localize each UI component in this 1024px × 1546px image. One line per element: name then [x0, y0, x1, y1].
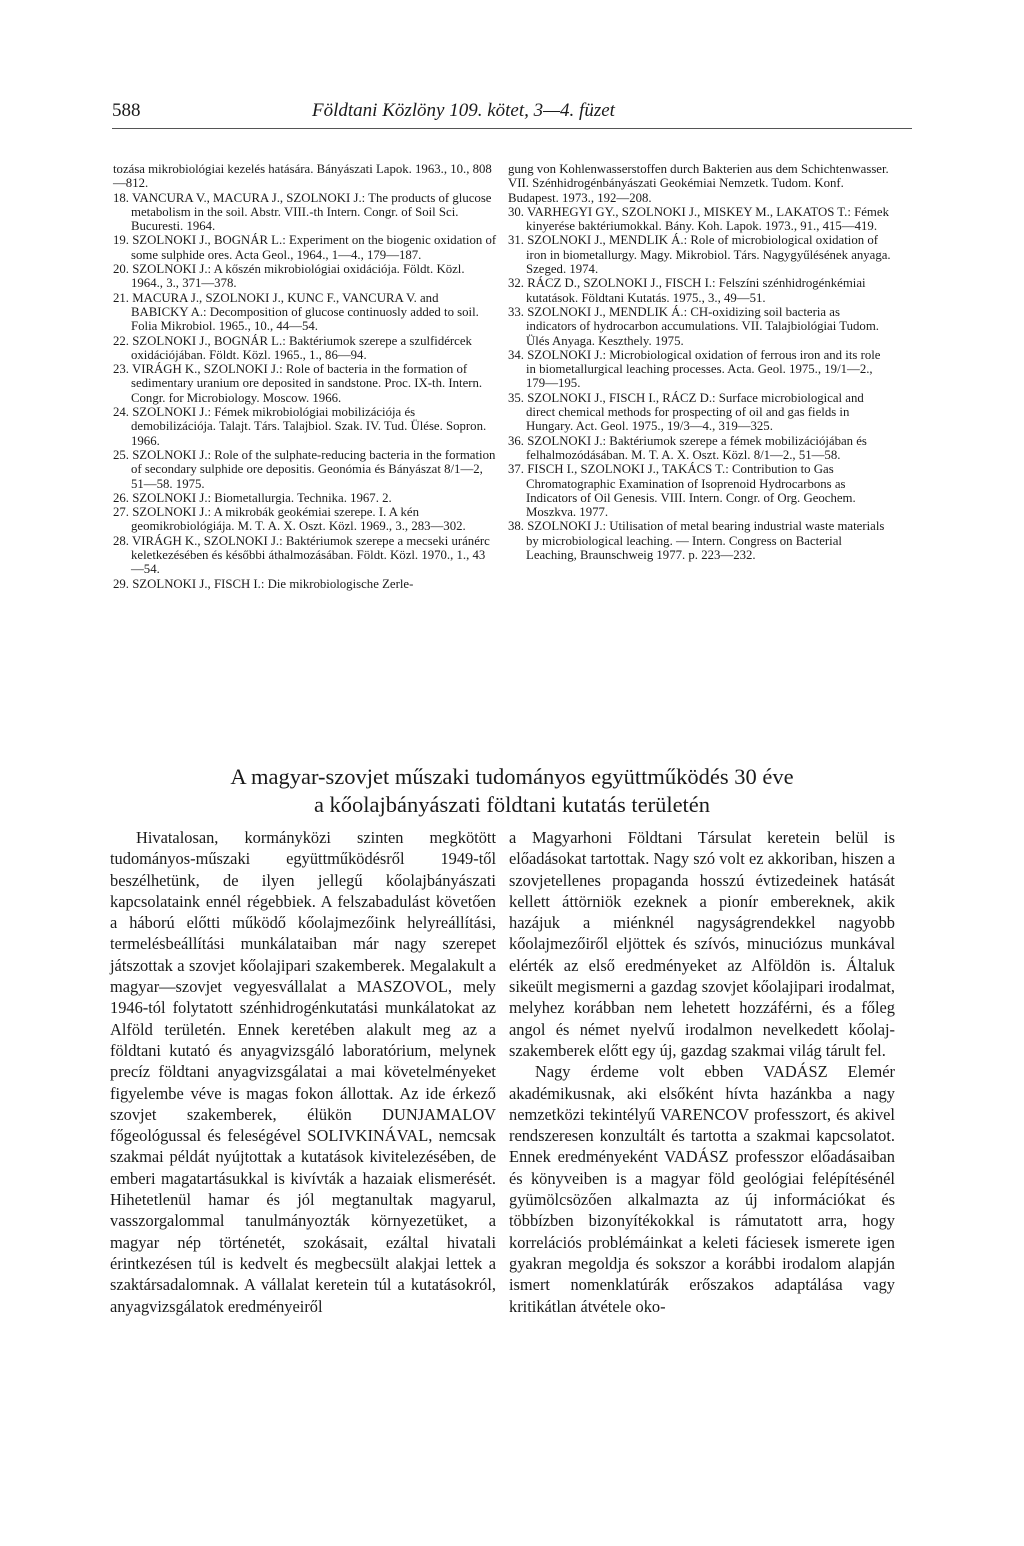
reference-entry: 20. SZOLNOKI J.: A kőszén mikrobiológiai oxidációja. Földt. Közl. 1964., 3., 371—378. [113, 262, 465, 291]
page-number: 588 [112, 100, 141, 121]
reference-column-right [508, 162, 893, 562]
reference-entry: 23. VIRÁGH K., SZOLNOKI J.: Role of bacteria in the formation of sedimentary uranium ore deposited in sandstone. Proc. IX-th. Intern. Congr. for Microbiology. Moscow. 1966. [113, 362, 483, 405]
reference-entry: 31. SZOLNOKI J., MENDLIK Á.: Role of microbiological oxidation of iron in biometallurgy. Magy. Mikrobiol. Társ. Nagygyűlésének anyaga. Szeged. 1974. [508, 233, 891, 277]
reference-entry: 36. SZOLNOKI J.: Baktériumok szerepe a fémek mobilizációjában és felhalmozódásában. M. T. A. X. Oszt. Közl. 8/1—2., 51—58. [508, 433, 867, 462]
reference-entry: 25. SZOLNOKI J.: Role of the sulphate-reducing bacteria in the formation of secondary sulphide ore depositis. Geonómia és Bányászat 8/1—2, 51—58. 1975. [113, 447, 496, 491]
reference-entry: 22. SZOLNOKI J., BOGNÁR L.: Baktériumok szerepe a szulfidércek oxidációjában. Földt. Közl. 1965., 1., 86—94. [113, 333, 472, 362]
reference-entry: 27. SZOLNOKI J.: A mikrobák geokémiai szerepe. I. A kén geomikrobiológiája. M. T. A. X. Oszt. Közl. 1969., 3., 283—302. [113, 505, 466, 534]
reference-entry: 35. SZOLNOKI J., FISCH I., RÁCZ D.: Surface microbiological and direct chemical methods for prospecting of oil and gas fields in Hungary. Act. Geol. 1975., 19/3—4., 319—325. [508, 390, 864, 434]
article-paragraph: Hivatalosan, kormányközi szinten megkötött tudományos-műszaki együttműködésről 1949-től beszélhetünk, de ilyen jellegű kőolajbányászati kapcsolataink ennél régebbiek. A felszabadulást követően a háború előtti működő kőolajmezőink helyreállítási, termelésbeállítási munkálataiban már nagy szerepet játszottak a szovjet kőolajipari szakemberek. Megalakult a magyar—szovjet vegyesvállalat a MASZOVOL, mely 1946-tól folytatott szénhidrogénkutatási munkálatokat az Alföld területén. Ennek keretében alakult meg az a földtani kutató és anyagvizsgáló laboratórium, melynek precíz földtani anyagvizsgálatai a mai követelményeket figyelembe véve is magas fokon állottak. Az ide érkező szovjet szakemberek, élükön DUNJAMALOV főgeológussal és feleségével SOLIVKINÁVAL, nemcsak szakmai példát nyújtottak a kutatások kivitelezésében, de emberi magatartásukkal is kivívták a hazaiak elismerését. Hihetetlenül hamar és jól megtanultak magyarul, vasszorgalommal tanulmányozták környezetüket, a magyar nép történetét, szokásait, ezáltal hivatali érintkezésen túl is kedvelt és megbecsült alakjai lettek a szaktársadalomnak. A vállalat keretein túl a kutatásokról, anyagvizsgálatok eredményeiről [110, 828, 496, 1316]
article-body-left [110, 827, 496, 1317]
article-title-line-1: A magyar-szovjet műszaki tudományos együttműködés 30 éve [230, 764, 794, 789]
article-paragraph: Nagy érdeme volt ebben VADÁSZ Elemér akadémikusnak, aki elsőként hívta hazánkba a nagy nemzetközi tekintélyű VARENCOV professzort, és akivel rendszeresen konzultált és tartotta a szakmai kapcsolatot. Ennek eredményeként VADÁSZ professzor előadásaiban és könyveiben is a magyar föld geológiai felépítésénél gyümölcsözően alkalmazta az új információkat és többízben bizonyítékokkal is rámutatott arra, hogy korrelációs problémáinkat a keleti fáciesek ismerete igen gyakran megoldja és sokszor a korábbi irodalom alapján ismert nomenklatúrák erőszakos adaptálása vagy kritikátlan átvétele oko- [509, 1062, 895, 1316]
reference-entry: 30. VARHEGYI GY., SZOLNOKI J., MISKEY M., LAKATOS T.: Fémek kinyerése baktériumokkal. Bány. Koh. Lapok. 1973., 91., 415—419. [508, 204, 889, 234]
reference-entry: 19. SZOLNOKI J., BOGNÁR L.: Experiment on the biogenic oxidation of some sulphide ores. Acta Geol., 1964., 1—4., 179—187. [113, 233, 497, 262]
page-header [112, 100, 912, 130]
reference-entry: 33. SZOLNOKI J., MENDLIK Á.: CH-oxidizing soil bacteria as indicators of hydrocarbon accumulations. VII. Talajbiológiai Tudom. Ülés Anyaga. Keszthely. 1975. [508, 304, 879, 348]
reference-entry: gung von Kohlenwasserstoffen durch Bakterien aus dem Schichtenwasser. VII. Szénhidrogénbányászati Geokémiai Nemzetk. Tudom. Konf. Budapest. 1973., 192—208. [508, 162, 889, 205]
article-body-right [509, 827, 895, 1317]
reference-entry: 18. VANCURA V., MACURA J., SZOLNOKI J.: The products of glucose metabolism in the soil. Abstr. VIII.-th Intern. Congr. of Soil Sci. Bucuresti. 1964. [113, 190, 492, 234]
article-title-line-2: a kőolajbányászati földtani kutatás területén [313, 792, 711, 817]
reference-entry: 37. FISCH I., SZOLNOKI J., TAKÁCS T.: Contribution to Gas Chromatographic Examination of Isoprenoid Hydrocarbons as Indicators of Oil Genesis. VIII. Intern. Congr. of Org. Geochem. Moszkva. 1977. [508, 462, 856, 520]
reference-entry: 28. VIRÁGH K., SZOLNOKI J.: Baktériumok szerepe a mecseki uránérc keletkezésében és későbbi áthalmozásában. Földt. Közl. 1970., 1., 43—54. [113, 533, 490, 577]
reference-entry: tozása mikrobiológiai kezelés hatására. Bányászati Lapok. 1963., 10., 808—812. [113, 162, 492, 191]
article-title [112, 763, 912, 819]
article-paragraph: a Magyarhoni Földtani Társulat keretein belül is előadásokat tartottak. Nagy szó volt ez akkoriban, hiszen a szovjetellenes propaganda hosszú évtizedeinek hatását kellett áttörniök ezeknek a pionír embereknek, akik hazájuk a miénknél nagyságrendekkel nagyobb kőolajmezőiről eljöttek és szívós, minuciózus munkával elérték az első eredményeket az Alföldön is. Általuk sikeült megismerni a gazdag szovjet kőolajipari irodalmat, melyhez korábban nem lehetett hozzáférni, és a főleg angol és német nyelvű irodalmon nevelkedett kőolaj-szakemberek előtt egy új, gazdag szakmai világ tárult fel. [509, 828, 895, 1060]
reference-entry: 34. SZOLNOKI J.: Microbiological oxidation of ferrous iron and its role in biometallurgical leaching processes. Acta. Geol. 1975., 19/1—2., 179—195. [508, 347, 881, 391]
header-rule [112, 128, 912, 129]
reference-entry: 26. SZOLNOKI J.: Biometallurgia. Technika. 1967. 2. [113, 490, 392, 505]
reference-entry: 24. SZOLNOKI J.: Fémek mikrobiológiai mobilizációja és demobilizációja. Talajt. Társ. Talajbiol. Szak. IV. Tud. Ülése. Sopron. 1966. [113, 405, 487, 448]
reference-entry: 29. SZOLNOKI J., FISCH I.: Die mikrobiologische Zerle- [113, 576, 414, 591]
reference-entry: 38. SZOLNOKI J.: Utilisation of metal bearing industrial waste materials by microbiological leaching. — Intern. Congress on Bacterial Leaching, Braunschweig 1977. p. 223—232. [508, 519, 885, 563]
running-title: Földtani Közlöny 109. kötet, 3—4. füzet [312, 100, 615, 121]
reference-entry: 32. RÁCZ D., SZOLNOKI J., FISCH I.: Felszíni szénhidrogénkémiai kutatások. Földtani Kutatás. 1975., 3., 49—51. [508, 276, 866, 305]
reference-entry: 21. MACURA J., SZOLNOKI J., KUNC F., VANCURA V. and BABICKY A.: Decomposition of glucose continuosly added to soil. Folia Mikrobiol. 1965., 10., 44—54. [113, 290, 479, 334]
reference-column-left [113, 162, 498, 591]
